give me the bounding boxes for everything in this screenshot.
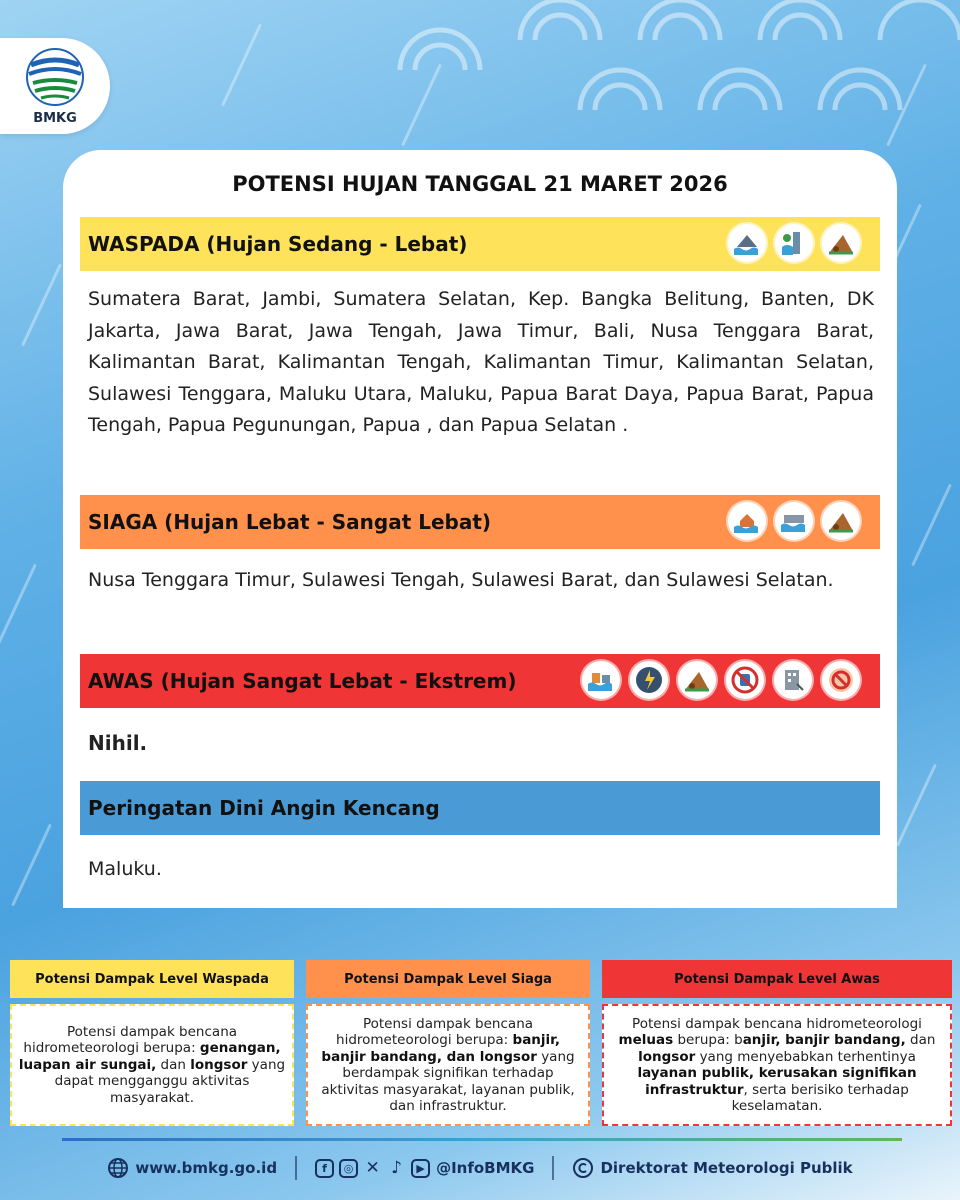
impact-text-segment: Potensi dampak bencana hidrometeorologi bbox=[632, 1015, 922, 1032]
impact-text-segment: yang dapat mengganggu aktivitas masyarakat. bbox=[54, 1056, 286, 1106]
youtube-icon[interactable]: ▶ bbox=[411, 1159, 430, 1178]
flooded-town-icon bbox=[582, 661, 620, 699]
river-overflow-icon bbox=[775, 502, 813, 540]
impact-text-segment: meluas bbox=[618, 1032, 674, 1048]
impact-text-segment: , serta berisiko terhadap keselamatan. bbox=[731, 1081, 909, 1114]
flood-icon bbox=[728, 224, 766, 262]
impact-box-title: Potensi Dampak Level Awas bbox=[602, 960, 952, 998]
landslide-icon bbox=[822, 502, 860, 540]
waspada-label: WASPADA (Hujan Sedang - Lebat) bbox=[88, 232, 468, 256]
impact-box-text bbox=[10, 1004, 294, 1126]
angin-label: Peringatan Dini Angin Kencang bbox=[88, 796, 440, 820]
impact-text-segment: longsor bbox=[638, 1048, 696, 1065]
impact-text-segment: layanan publik, kerusakan signifikan infrastruktur bbox=[637, 1065, 917, 1098]
impact-text-segment: Potensi dampak bencana hidrometeorologi berupa: bbox=[23, 1023, 238, 1057]
globe-icon bbox=[107, 1157, 129, 1179]
impact-text-segment: genangan, luapan air sungai, bbox=[18, 1040, 281, 1073]
siaga-label: SIAGA (Hujan Lebat - Sangat Lebat) bbox=[88, 510, 492, 534]
waspada-regions: Sumatera Barat, Jambi, Sumatera Selatan, Kep. Bangka Belitung, Banten, DK Jakarta, Jawa Barat, Jawa Tengah, Jawa Timur, Bali, Nusa Tenggara Barat, Kalimantan Barat, Kalimantan Tengah, Kalimantan Timur, Kalimantan Selatan, Sulawesi Tenggara, Maluku Utara, Maluku, Papua Barat Daya, Papua Barat, Papua Tengah, Papua Pegunungan, Papua , dan Papua Selatan . bbox=[88, 288, 874, 436]
damaged-building-icon bbox=[774, 661, 812, 699]
impact-text-segment: Potensi dampak bencana hidrometeorologi berupa: bbox=[336, 1015, 534, 1048]
page-title: POTENSI HUJAN TANGGAL 21 MARET 2026 bbox=[232, 172, 728, 196]
angin-band bbox=[80, 781, 880, 835]
impact-text-segment: longsor bbox=[190, 1056, 248, 1073]
footer-separator bbox=[552, 1156, 554, 1180]
facebook-icon[interactable]: f bbox=[315, 1159, 334, 1178]
impact-text-segment: anjir, banjir bandang, bbox=[742, 1032, 906, 1048]
siaga-icons bbox=[728, 502, 860, 540]
impact-text-segment: dan bbox=[156, 1056, 191, 1073]
copyright-icon bbox=[572, 1157, 594, 1179]
social-links[interactable] bbox=[315, 1159, 534, 1178]
impact-boxes bbox=[10, 960, 952, 1130]
siaga-band bbox=[80, 495, 880, 549]
waspada-band bbox=[80, 217, 880, 271]
footer bbox=[0, 1150, 960, 1186]
awas-band bbox=[80, 654, 880, 708]
decorative-arcs bbox=[360, 0, 960, 150]
directorate-text: Direktorat Meteorologi Publik bbox=[600, 1159, 853, 1177]
waspada-icons bbox=[728, 224, 860, 262]
impact-box-text bbox=[306, 1004, 590, 1126]
footer-divider bbox=[62, 1138, 902, 1141]
siaga-regions: Nusa Tenggara Timur, Sulawesi Tengah, Sulawesi Barat, dan Sulawesi Selatan. bbox=[88, 569, 834, 591]
no-transport-icon bbox=[726, 661, 764, 699]
directorate bbox=[572, 1157, 852, 1179]
safety-warning-icon bbox=[822, 661, 860, 699]
tiktok-icon[interactable]: ♪ bbox=[391, 1157, 402, 1178]
landslide-icon bbox=[678, 661, 716, 699]
impact-text-segment: banjir, banjir bandang, dan longsor bbox=[321, 1032, 560, 1065]
impact-box-siaga bbox=[306, 960, 590, 1126]
impact-text-segment: yang menyebabkan terhentinya bbox=[695, 1048, 916, 1065]
flash-flood-icon bbox=[775, 224, 813, 262]
logo-text: BMKG bbox=[33, 110, 77, 126]
house-flood-icon bbox=[728, 502, 766, 540]
impact-box-title: Potensi Dampak Level Siaga bbox=[306, 960, 590, 998]
website-text: www.bmkg.go.id bbox=[135, 1159, 278, 1177]
landslide-icon bbox=[822, 224, 860, 262]
x-icon[interactable]: ✕ bbox=[365, 1157, 380, 1178]
social-handle: @InfoBMKG bbox=[436, 1159, 535, 1177]
impact-box-text bbox=[602, 1004, 952, 1126]
bmkg-emblem-icon bbox=[25, 47, 85, 109]
website-link[interactable] bbox=[107, 1157, 277, 1179]
impact-text-segment: yang berdampak signifikan terhadap aktivitas masyarakat, layanan publik, dan infrastruktur. bbox=[321, 1048, 575, 1114]
impact-text-segment: dan bbox=[905, 1032, 936, 1048]
awas-icons bbox=[582, 661, 860, 699]
bmkg-logo bbox=[0, 38, 110, 134]
awas-regions: Nihil. bbox=[88, 731, 148, 755]
forecast-card bbox=[63, 150, 897, 908]
impact-box-waspada bbox=[10, 960, 294, 1126]
storm-icon bbox=[630, 661, 668, 699]
impact-box-title: Potensi Dampak Level Waspada bbox=[10, 960, 294, 998]
footer-separator bbox=[295, 1156, 297, 1180]
angin-regions: Maluku. bbox=[88, 858, 162, 880]
awas-label: AWAS (Hujan Sangat Lebat - Ekstrem) bbox=[88, 669, 517, 693]
impact-text-segment: berupa: b bbox=[673, 1032, 743, 1048]
impact-box-awas bbox=[602, 960, 952, 1126]
instagram-icon[interactable]: ◎ bbox=[339, 1159, 358, 1178]
